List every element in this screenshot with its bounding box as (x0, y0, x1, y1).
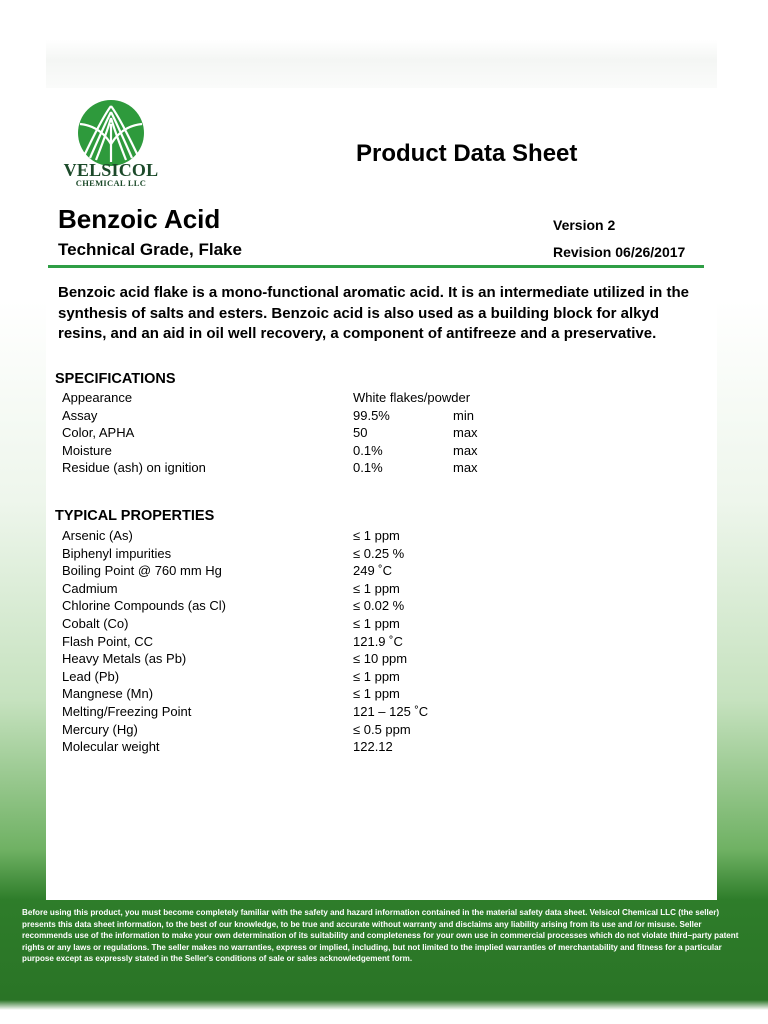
property-value: 122.12 (353, 739, 393, 755)
property-value: 121.9 ˚C (353, 633, 403, 649)
property-value: ≤ 0.5 ppm (353, 721, 411, 737)
table-row (62, 634, 542, 652)
table-row (62, 669, 542, 687)
table-row (62, 739, 542, 757)
product-name: Benzoic Acid (58, 204, 221, 234)
table-row (62, 616, 542, 634)
property-value: 0.1% (353, 442, 383, 458)
property-value: ≤ 1 ppm (353, 686, 400, 702)
disclaimer-text: Before using this product, you must become completely familiar with the safety and hazard information contained in the material safety data sheet. Velsicol Chemical LLC (the seller) presents this data sheet information, to the best of our knowledge, to be true and accurate without warranty and disclaims any liability arising from its use and /or misuse. Seller recommends use of the information to make your own determination of its suitability and completeness for your own use in commercial processes which do not violate third–party patent rights or any laws or regulations. The seller makes no warranties, express or implied, including, but not limited to the implied warranties of merchantability and fitness for a particular purpose except as expressly stated in the Seller's conditions of sale or sales acknowledgement form. (22, 908, 739, 964)
table-row (62, 443, 542, 461)
property-value: 121 – 125 ˚C (353, 703, 429, 719)
table-row (62, 563, 542, 581)
property-name: Arsenic (As) (62, 528, 133, 543)
property-name: Molecular weight (62, 739, 160, 755)
typical-properties-heading: TYPICAL PROPERTIES (55, 508, 215, 524)
table-row (62, 651, 542, 669)
property-value: 249 ˚C (353, 563, 393, 579)
property-name: Lead (Pb) (62, 668, 120, 684)
table-row (62, 722, 542, 740)
revision-label: Revision 06/26/2017 (553, 244, 686, 260)
table-row (62, 528, 542, 546)
property-value: 50 (353, 425, 368, 441)
table-row (62, 425, 542, 443)
property-value: 0.1% (353, 460, 383, 476)
property-value: White flakes/powder (353, 390, 471, 405)
property-value: ≤ 1 ppm (353, 528, 400, 543)
property-value: ≤ 10 ppm (353, 651, 408, 667)
version-label: Version 2 (553, 217, 616, 233)
property-name: Appearance (62, 390, 133, 405)
table-row (62, 408, 542, 426)
property-qualifier: max (453, 460, 478, 476)
table-row (62, 598, 542, 616)
property-value: ≤ 1 ppm (353, 668, 400, 684)
specifications-heading: SPECIFICATIONS (55, 371, 176, 387)
property-name: Boiling Point @ 760 mm Hg (62, 563, 222, 579)
property-value: ≤ 1 ppm (353, 580, 400, 596)
property-value: ≤ 0.25 % (353, 545, 405, 561)
property-name: Cadmium (62, 580, 118, 596)
property-qualifier: max (453, 442, 478, 458)
header-divider (48, 265, 704, 268)
product-grade: Technical Grade, Flake (58, 240, 242, 259)
table-row (62, 460, 542, 478)
property-name: Mercury (Hg) (62, 721, 138, 737)
specifications-table (62, 390, 542, 478)
table-row (62, 546, 542, 564)
typical-properties-table (62, 528, 542, 757)
property-name: Chlorine Compounds (as Cl) (62, 598, 227, 614)
property-value: ≤ 1 ppm (353, 615, 400, 631)
product-description: Benzoic acid flake is a mono-functional aromatic acid. It is an intermediate utilized in the synthesis of salts and esters. Benzoic acid is also used as a building block for alkyd resins, and an aid in oil well recovery, a component of antifreeze and a preservative. (58, 284, 689, 342)
property-name: Moisture (62, 442, 112, 458)
property-name: Flash Point, CC (62, 633, 154, 649)
property-name: Mangnese (Mn) (62, 686, 154, 702)
property-qualifier: min (453, 407, 474, 423)
property-name: Cobalt (Co) (62, 615, 129, 631)
property-name: Heavy Metals (as Pb) (62, 651, 187, 667)
property-qualifier: max (453, 425, 478, 441)
property-value: ≤ 0.02 % (353, 598, 405, 614)
property-name: Color, APHA (62, 425, 135, 441)
logo-company-subtitle: CHEMICAL LLC (75, 178, 147, 188)
document-title: Product Data Sheet (356, 140, 578, 167)
right-margin-gradient (717, 0, 768, 900)
left-margin-gradient (0, 0, 46, 900)
property-name: Melting/Freezing Point (62, 703, 192, 719)
property-value: 99.5% (353, 407, 390, 423)
logo-company-name: VELSICOL (63, 160, 159, 180)
property-name: Biphenyl impurities (62, 545, 172, 561)
table-row (62, 390, 542, 408)
property-name: Assay (62, 407, 98, 423)
property-name: Residue (ash) on ignition (62, 460, 206, 476)
table-row (62, 704, 542, 722)
table-row (62, 581, 542, 599)
table-row (62, 686, 542, 704)
